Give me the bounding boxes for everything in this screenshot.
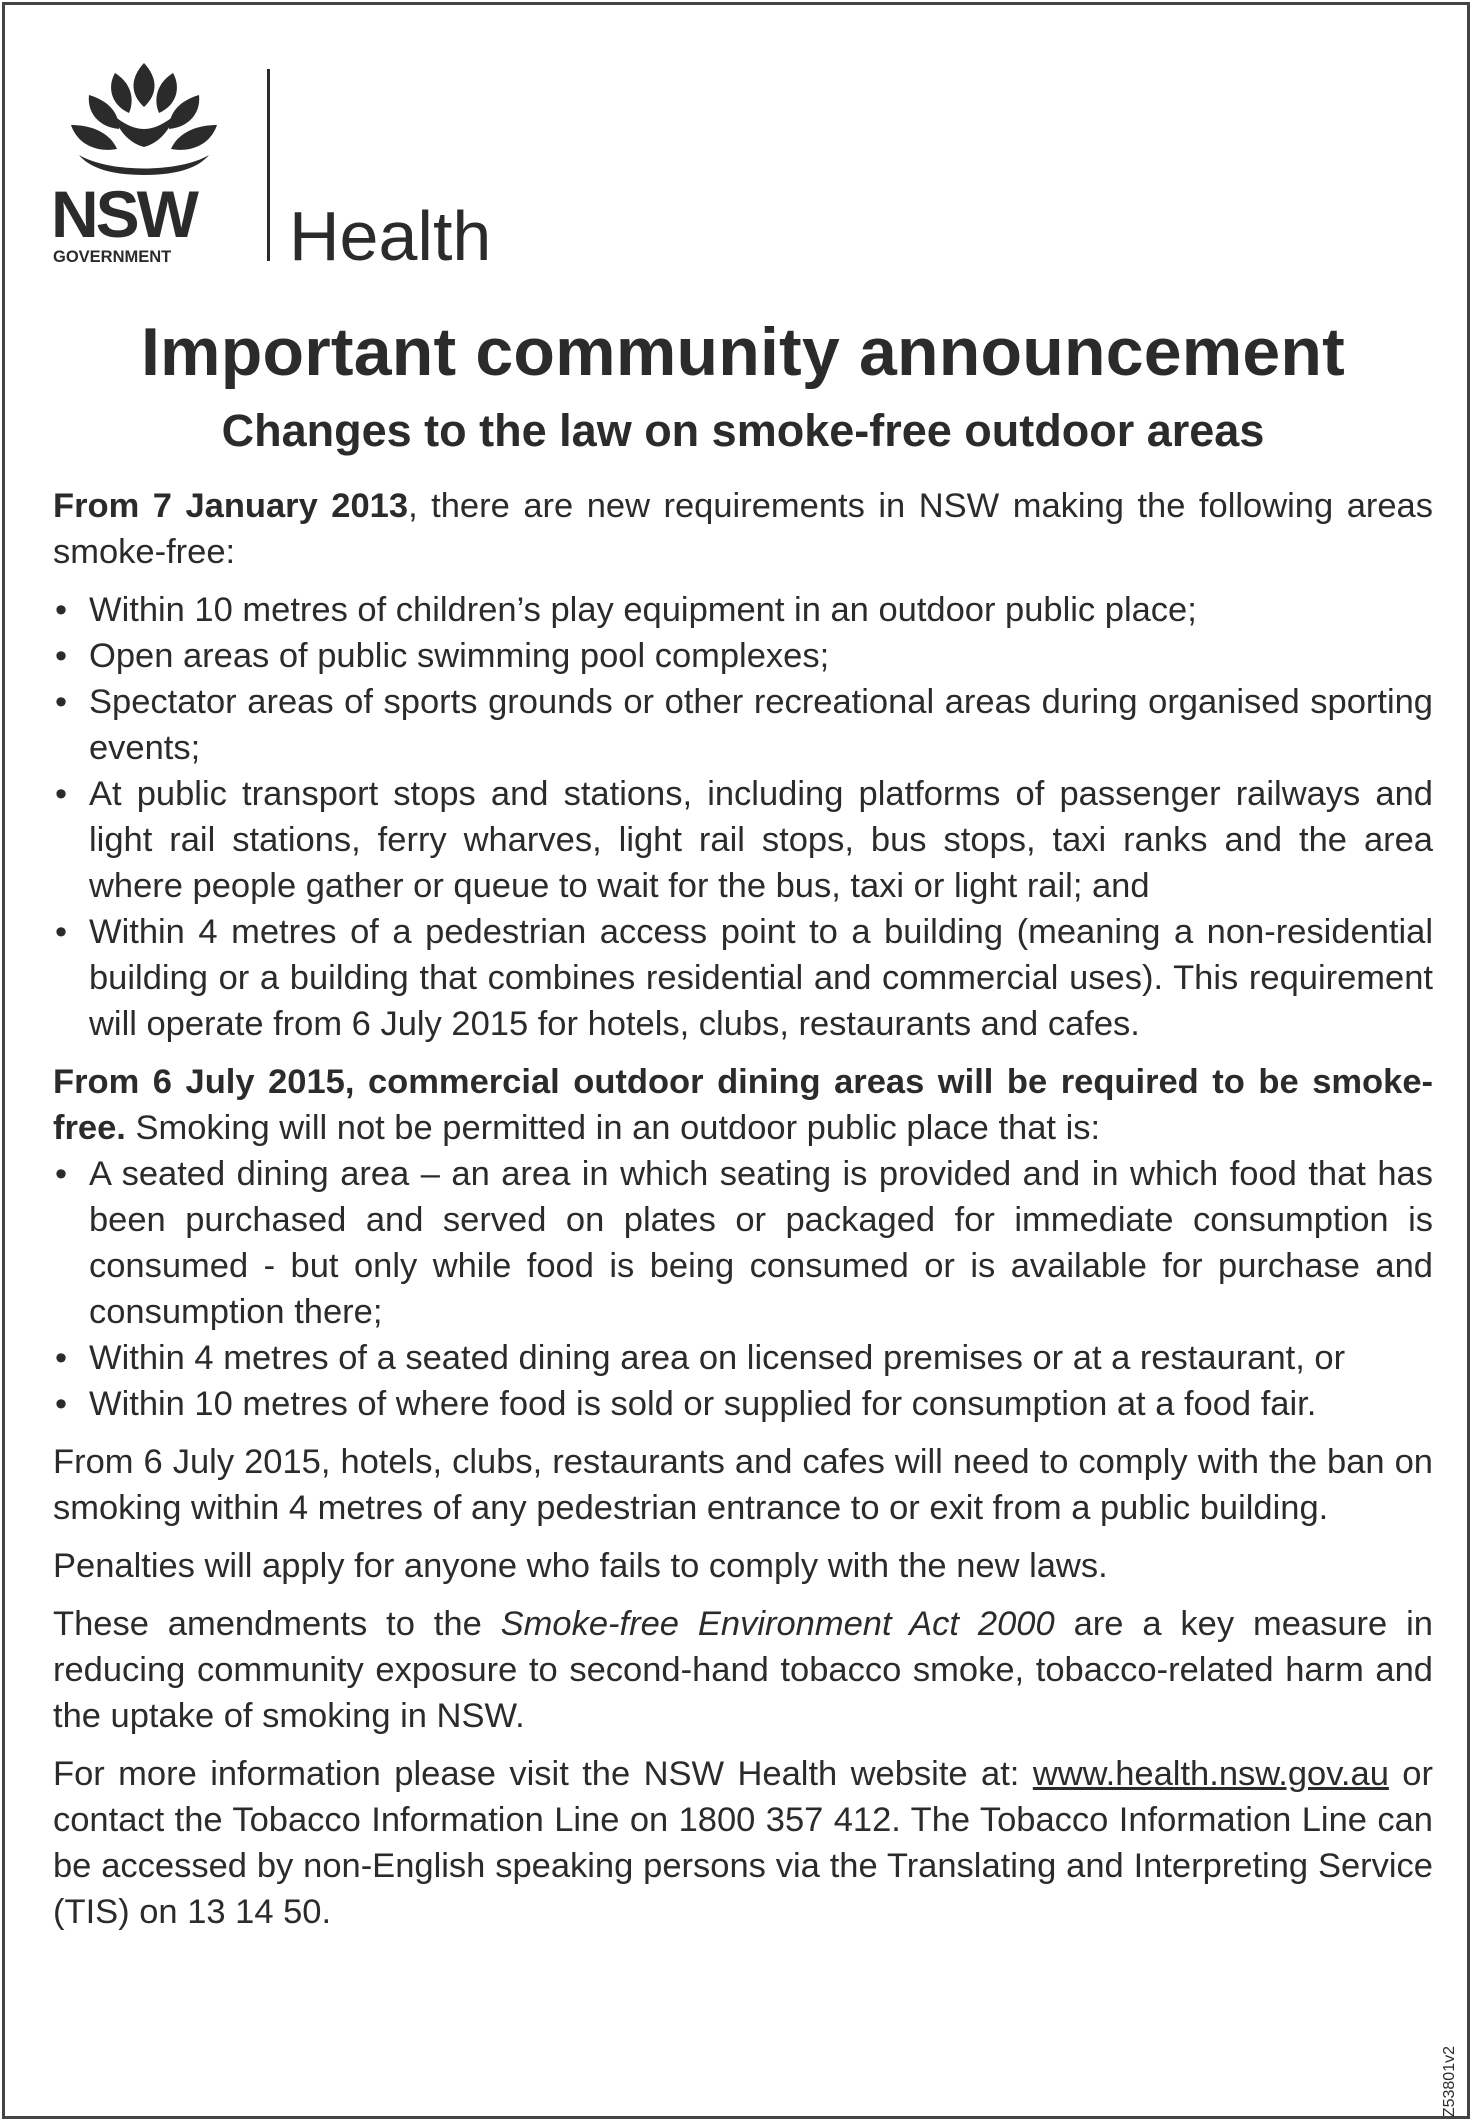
contact-paragraph — [53, 1751, 1433, 1935]
logo-nsw-text: NSW — [51, 177, 196, 251]
list-item: • At public transport stops and stations, including platforms of passenger railways and light rail stations, ferry wharves, light rail stops, bus stops, taxi ranks and the area where people gather or queue to wait for the bus, taxi or light rail; and — [53, 771, 1433, 909]
page-subtitle: Changes to the law on smoke-free outdoor areas — [221, 405, 1265, 456]
list-item: • Within 10 metres of children’s play equipment in an outdoor public place; — [53, 587, 1433, 633]
list-item: • A seated dining area – an area in which seating is provided and in which food that has been purchased and served on plates or packaged for immediate consumption is consumed - but only while food is being consumed or is available for purchase and consumption there; — [53, 1151, 1433, 1335]
act-name: Smoke-free Environment Act 2000 — [500, 1605, 1055, 1643]
list-item: • Within 4 metres of a seated dining area on licensed premises or at a restaurant, or — [53, 1335, 1433, 1381]
amendments-text-after: are a key measure in reducing community exposure to second-hand tobacco smoke, tobacco-related harm and the uptake of smoking in NSW. — [53, 1605, 1433, 1735]
website-link[interactable]: www.health.nsw.gov.au — [1032, 1755, 1389, 1793]
contact-text-after: or contact the Tobacco Information Line on 1800 357 412. The Tobacco Information Line can be accessed by non-English speaking persons via the Translating and Interpreting Service (TIS) on 13 14 50. — [53, 1755, 1433, 1931]
amendments-text-before: These amendments to the — [53, 1605, 501, 1643]
entrance-paragraph: From 6 July 2015, hotels, clubs, restaurants and cafes will need to comply with the ban on smoking within 4 metres of any pedestrian entrance to or exit from a public building. — [53, 1443, 1433, 1527]
dining-paragraph — [53, 1059, 1433, 1151]
smoke-free-areas-list — [53, 587, 1433, 1047]
amendments-paragraph — [53, 1601, 1433, 1739]
list-item: • Open areas of public swimming pool complexes; — [53, 633, 1433, 679]
intro-paragraph — [53, 483, 1433, 575]
notice-body — [53, 483, 1433, 1947]
logo-government-text: GOVERNMENT — [53, 248, 172, 265]
list-item: • Spectator areas of sports grounds or other recreational areas during organised sporting events; — [53, 679, 1433, 771]
intro-text: , there are new requirements in NSW making the following areas smoke-free: — [53, 487, 1433, 571]
logo-health-text: Health — [289, 197, 492, 265]
waratah-icon — [49, 55, 529, 265]
contact-text-before: For more information please visit the NSW Health website at: — [53, 1755, 1033, 1793]
dining-text: Smoking will not be permitted in an outdoor public place that is: — [125, 1109, 1101, 1147]
list-item: • Within 10 metres of where food is sold or supplied for consumption at a food fair. — [53, 1381, 1433, 1427]
dining-areas-list — [53, 1151, 1433, 1427]
penalties-paragraph: Penalties will apply for anyone who fails to comply with the new laws. — [53, 1547, 1108, 1585]
page-title: Important community announcement — [140, 314, 1346, 390]
nsw-health-logo — [49, 55, 529, 265]
notice-frame — [2, 2, 1470, 2119]
reference-code: Z53801v2 — [1441, 2046, 1458, 2118]
intro-date: From 7 January 2013 — [53, 487, 409, 525]
list-item: • Within 4 metres of a pedestrian access point to a building (meaning a non-residential building or a building that combines residential and commercial uses). This requirement will operate from 6 July 2015 for hotels, clubs, restaurants and cafes. — [53, 909, 1433, 1047]
dining-bold: From 6 July 2015, commercial outdoor dining areas will be required to be smoke-free. — [53, 1063, 1433, 1147]
